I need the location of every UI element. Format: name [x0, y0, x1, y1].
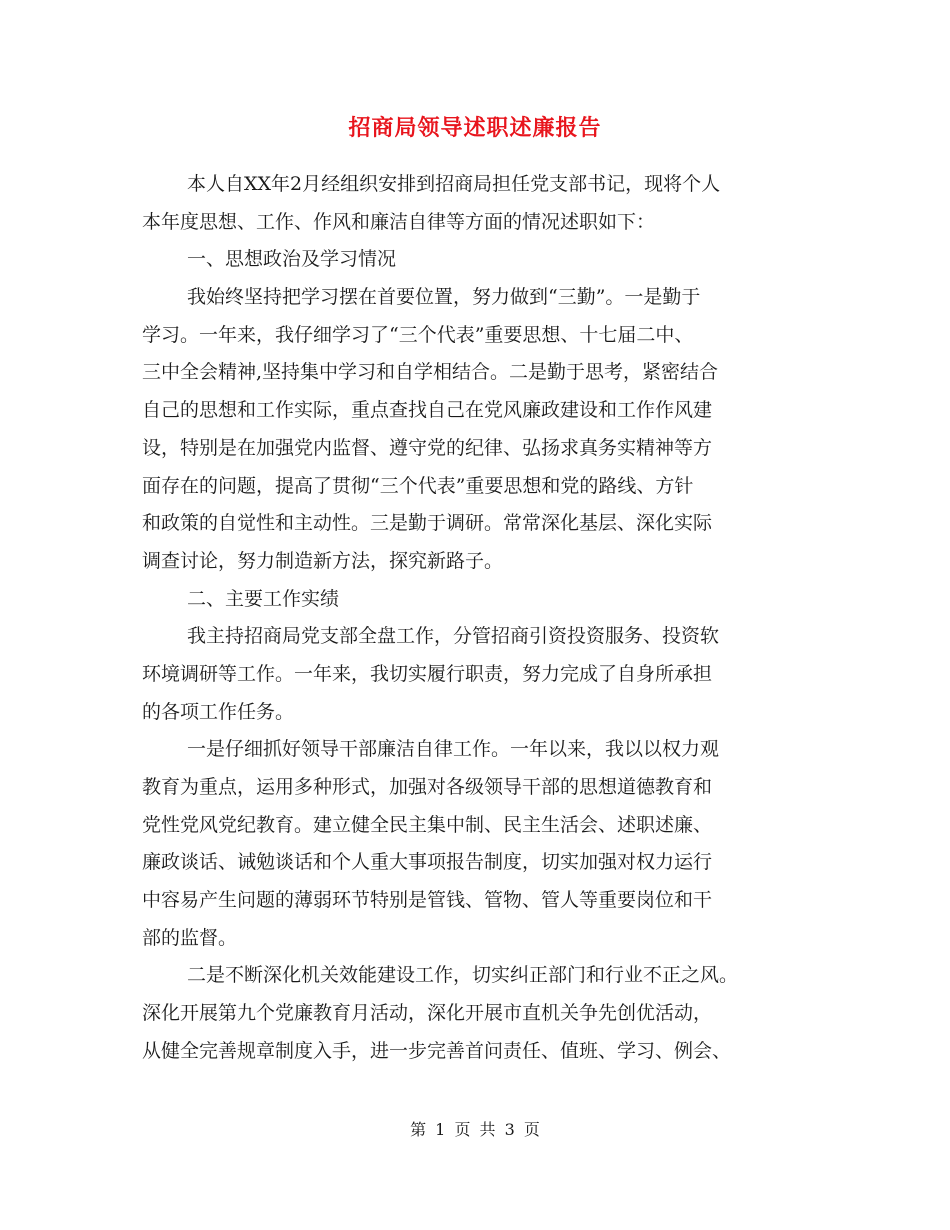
page-footer: 第 1 页 共 3 页 [410, 1120, 540, 1139]
section-heading: 二、主要工作实绩 [187, 587, 340, 610]
paragraph-line: 党性党风党纪教育。建立健全民主集中制、民主生活会、述职述廉、 [142, 813, 713, 836]
paragraph-line: 我始终坚持把学习摆在首要位置，努力做到“三勤”。一是勤于 [187, 286, 701, 309]
paragraph-line: 调查讨论，努力制造新方法，探究新路子。 [142, 549, 504, 572]
paragraph-line: 本人自XX年2月经组织安排到招商局担任党支部书记，现将个人 [187, 173, 721, 195]
paragraph-line: 二是不断深化机关效能建设工作，切实纠正部门和行业不正之风。 [187, 964, 739, 987]
paragraph-line: 三中全会精神,坚持集中学习和自学相结合。二是勤于思考，紧密结合 [142, 361, 719, 384]
paragraph-line: 部的监督。 [142, 926, 238, 949]
document-body [142, 166, 812, 1071]
paragraph-line: 廉政谈话、诫勉谈话和个人重大事项报告制度，切实加强对权力运行 [142, 851, 713, 874]
paragraph-line: 一是仔细抓好领导干部廉洁自律工作。一年以来，我以以权力观 [187, 738, 720, 761]
paragraph-line: 学习。一年来，我仔细学习了“三个代表”重要思想、十七届二中、 [142, 323, 694, 346]
paragraph-line: 我主持招商局党支部全盘工作，分管招商引资投资服务、投资软 [187, 625, 720, 648]
paragraph-line: 教育为重点，运用多种形式，加强对各级领导干部的思想道德教育和 [142, 776, 713, 798]
paragraph-line: 设，特别是在加强党内监督、遵守党的纪律、弘扬求真务实精神等方 [142, 436, 713, 459]
paragraph-line: 从健全完善规章制度入手，进一步完善首问责任、值班、学习、例会、 [142, 1039, 732, 1062]
paragraph-line: 的各项工作任务。 [142, 700, 295, 723]
section-heading: 一、思想政治及学习情况 [187, 248, 397, 271]
paragraph-line: 深化开展第九个党廉教育月活动，深化开展市直机关争先创优活动， [142, 1002, 713, 1025]
document-title: 招商局领导述职述廉报告 [348, 115, 602, 141]
paragraph-line: 本年度思想、工作、作风和廉洁自律等方面的情况述职如下： [142, 210, 656, 233]
paragraph-line: 和政策的自觉性和主动性。三是勤于调研。常常深化基层、深化实际 [142, 512, 713, 535]
paragraph-line: 自己的思想和工作实际，重点查找自己在党风廉政建设和工作作风建 [142, 399, 713, 422]
paragraph-line: 环境调研等工作。一年来，我切实履行职责，努力完成了自身所承担 [142, 662, 713, 685]
paragraph-line: 中容易产生问题的薄弱环节特别是管钱、管物、管人等重要岗位和干 [142, 889, 713, 912]
paragraph-line: 面存在的问题，提高了贯彻“三个代表”重要思想和党的路线、方针 [142, 474, 694, 497]
